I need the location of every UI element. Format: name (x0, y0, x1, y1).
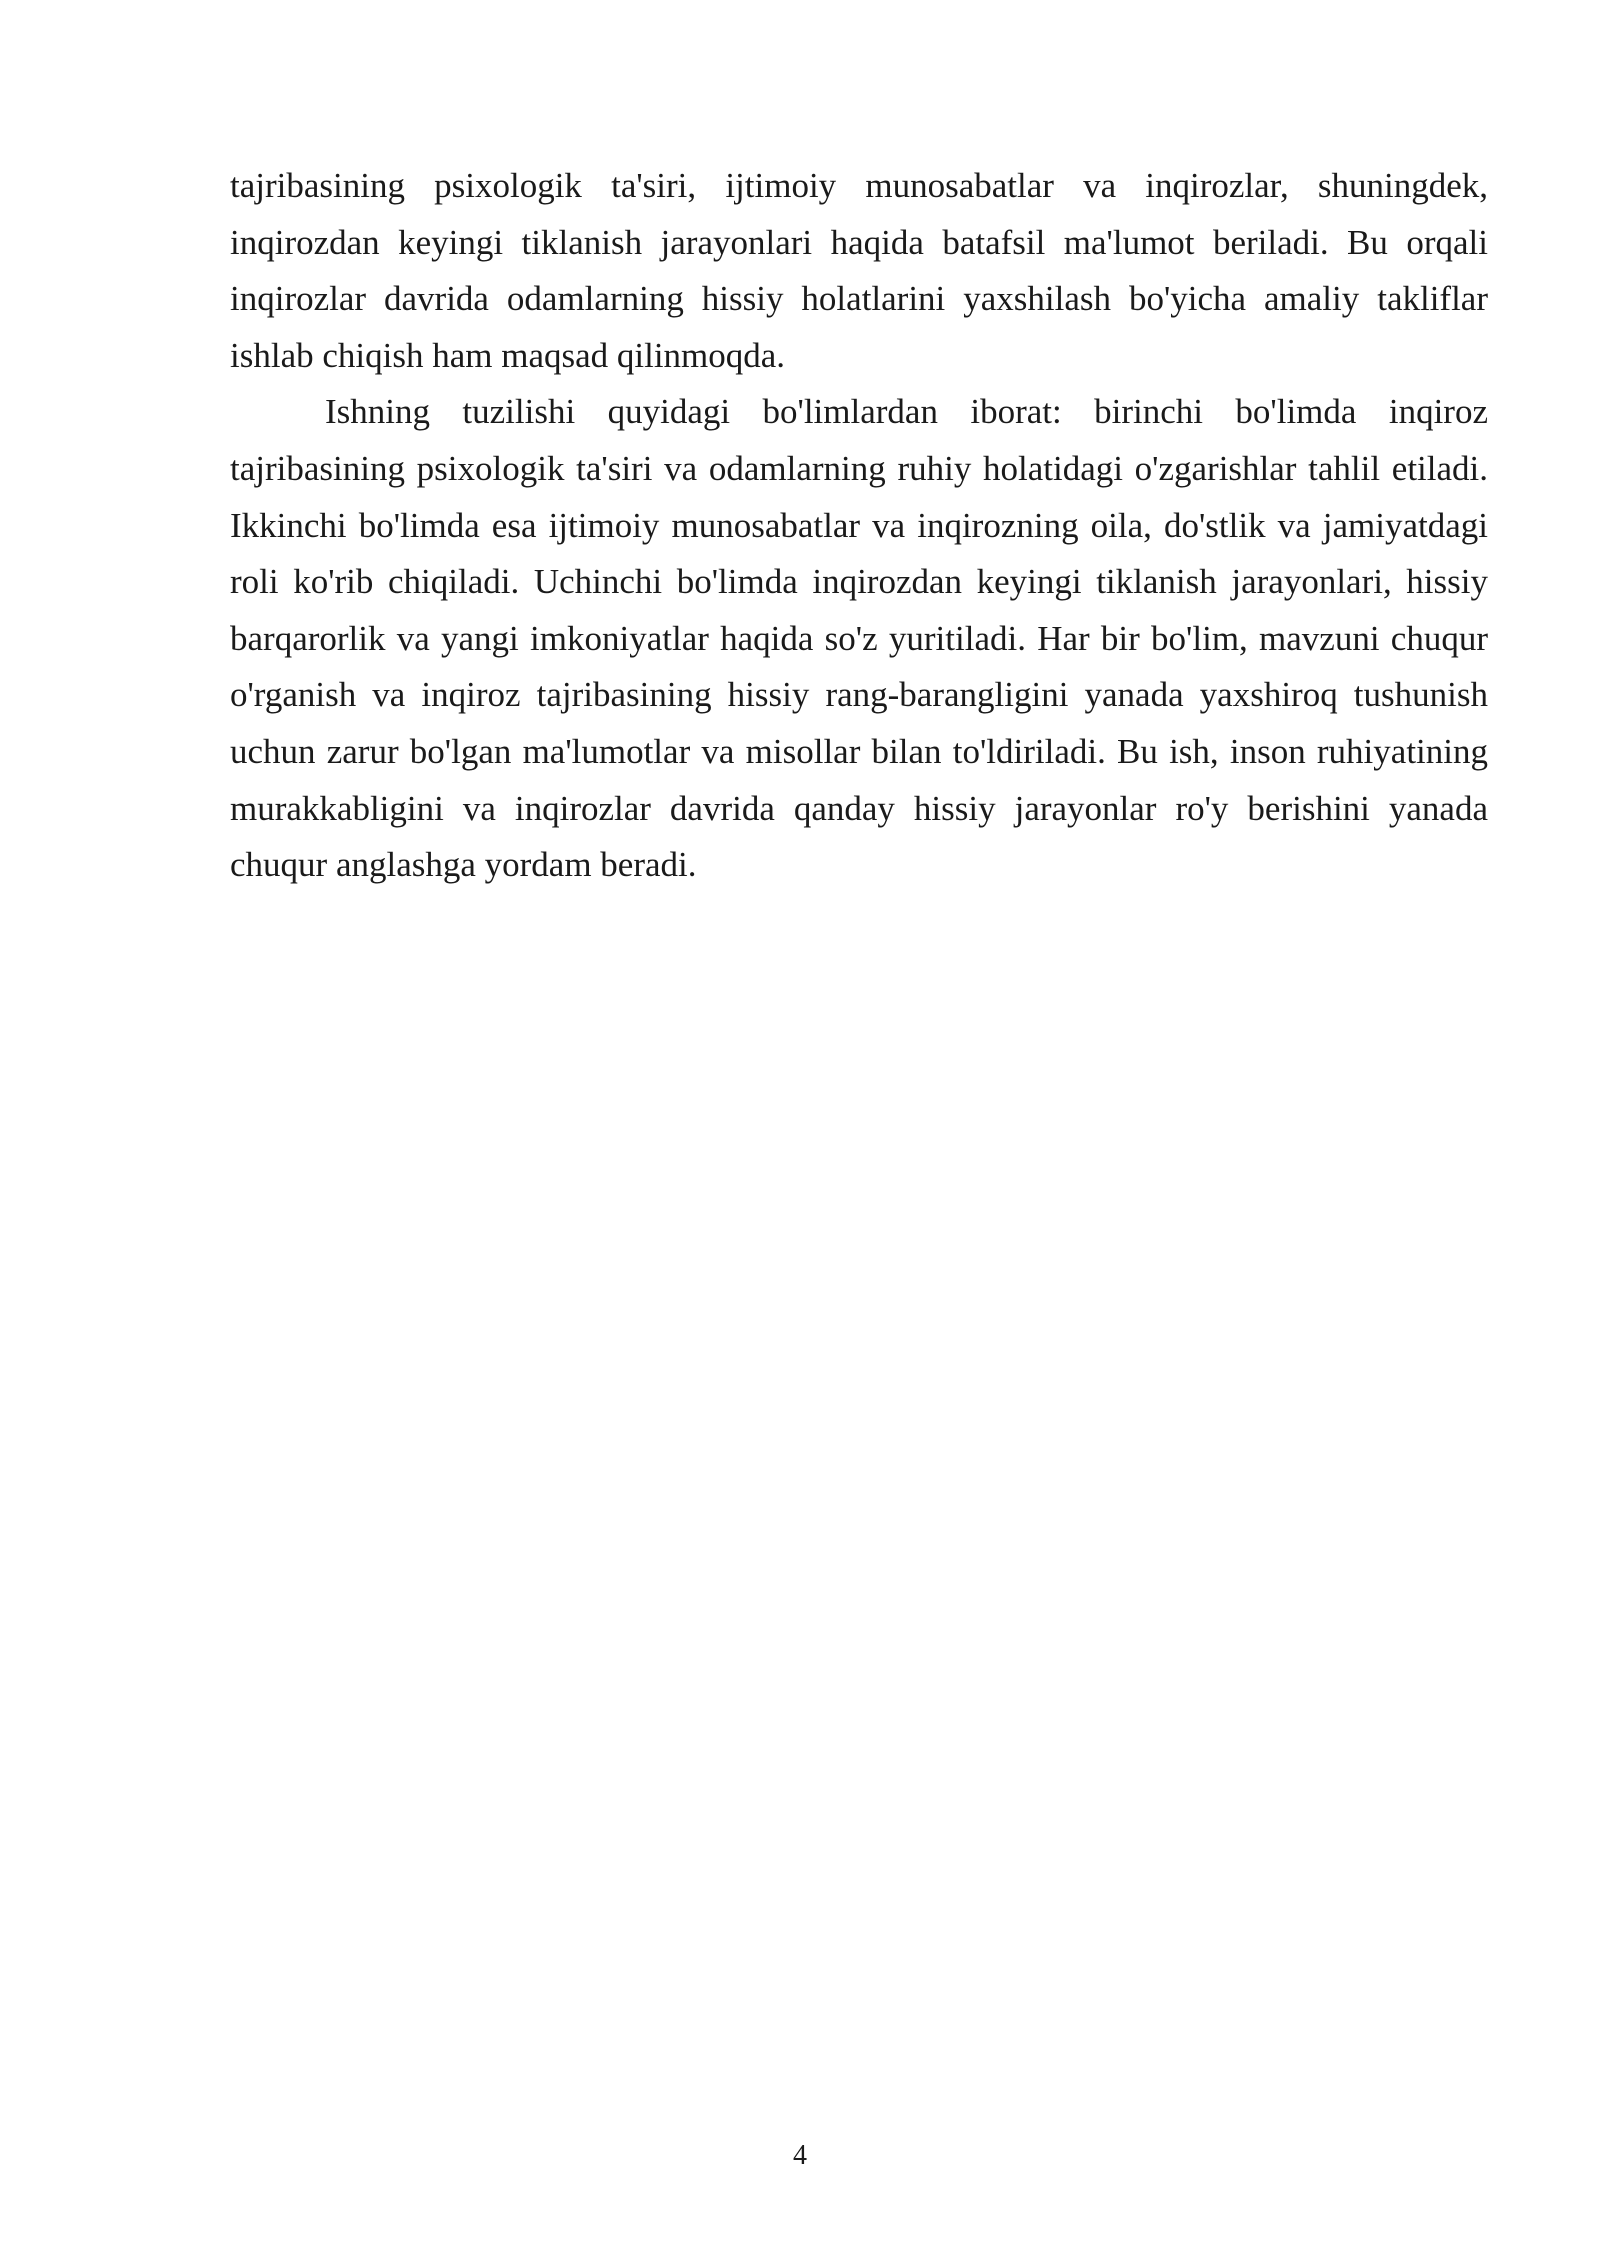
paragraph-structure: Ishning tuzilishi quyidagi bo'limlardan iborat: birinchi bo'limda inqiroz tajribasining psixologik ta'siri va odamlarning ruhiy holatidagi o'zgarishlar tahlil etiladi. Ikkinchi bo'limda esa ijtimoiy munosabatlar va inqirozning oila, do'stlik va jamiyatdagi roli ko'rib chiqiladi. Uchinchi bo'limda inqirozdan keyingi tiklanish jarayonlari, hissiy barqarorlik va yangi imkoniyatlar haqida so'z yuritiladi. Har bir bo'lim, mavzuni chuqur o'rganish va inqiroz tajribasining hissiy rang-barangligini yanada yaxshiroq tushunish uchun zarur bo'lgan ma'lumotlar va misollar bilan to'ldiriladi. Bu ish, inson ruhiyatining murakkabligini va inqirozlar davrida qanday hissiy jarayonlar ro'y berishini yanada chuqur anglashga yordam beradi. (230, 392, 1488, 885)
body-text (230, 158, 1488, 894)
paragraph-continuation: tajribasining psixologik ta'siri, ijtimoiy munosabatlar va inqirozlar, shuningdek, inqirozdan keyingi tiklanish jarayonlari haqida batafsil ma'lumot beriladi. Bu orqali inqirozlar davrida odamlarning hissiy holatlarini yaxshilash bo'yicha amaliy takliflar ishlab chiqish ham maqsad qilinmoqda. (230, 166, 1488, 375)
page-number: 4 (793, 2140, 807, 2171)
